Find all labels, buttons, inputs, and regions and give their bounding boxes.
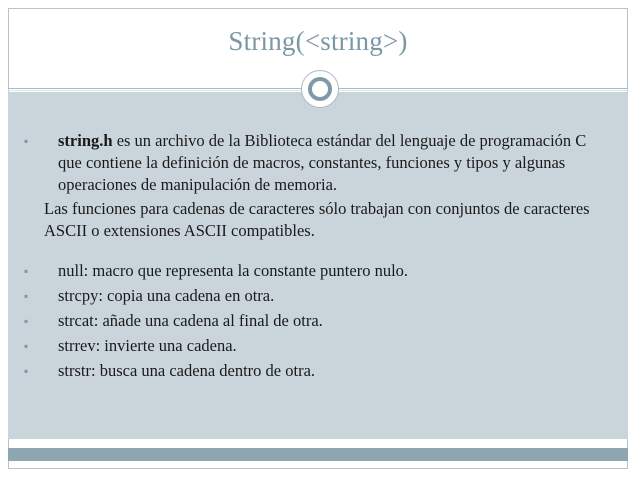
list-item — [22, 335, 602, 357]
note-paragraph: Las funciones para cadenas de caracteres sólo trabajan con conjuntos de caracteres ASCII o extensiones ASCII compatibles. — [44, 199, 590, 240]
intro-term: string.h — [58, 131, 113, 150]
bullet-icon: ▪ — [24, 314, 29, 328]
list-item — [22, 310, 602, 332]
bullet-icon: ▪ — [24, 364, 29, 378]
function-list — [22, 260, 602, 382]
list-item — [22, 260, 602, 282]
intro-text: es un archivo de la Biblioteca estándar del lenguaje de programación C que contiene la definición de macros, constantes, funciones y tipos y algunas operaciones de manipulación de memoria. — [58, 131, 587, 194]
list-item-text: strcpy: copia una cadena en otra. — [58, 286, 275, 305]
list-item — [22, 360, 602, 382]
list-item-text: null: macro que representa la constante puntero nulo. — [58, 261, 409, 280]
ring-inner — [308, 77, 332, 101]
intro-item — [22, 130, 602, 196]
list-item-text: strrev: invierte una cadena. — [58, 336, 237, 355]
bullet-icon: ▪ — [24, 289, 29, 303]
list-item-text: strstr: busca una cadena dentro de otra. — [58, 361, 316, 380]
footer-bar — [8, 448, 628, 461]
bullet-icon: ▪ — [24, 339, 29, 353]
slide-body — [22, 130, 602, 385]
ring-ornament-icon — [301, 70, 339, 108]
list-item — [22, 285, 602, 307]
bullet-icon: ▪ — [24, 134, 29, 148]
list-item-text: strcat: añade una cadena al final de otra. — [58, 311, 323, 330]
bullet-icon: ▪ — [24, 264, 29, 278]
slide-title: String(<string>) — [228, 26, 408, 56]
